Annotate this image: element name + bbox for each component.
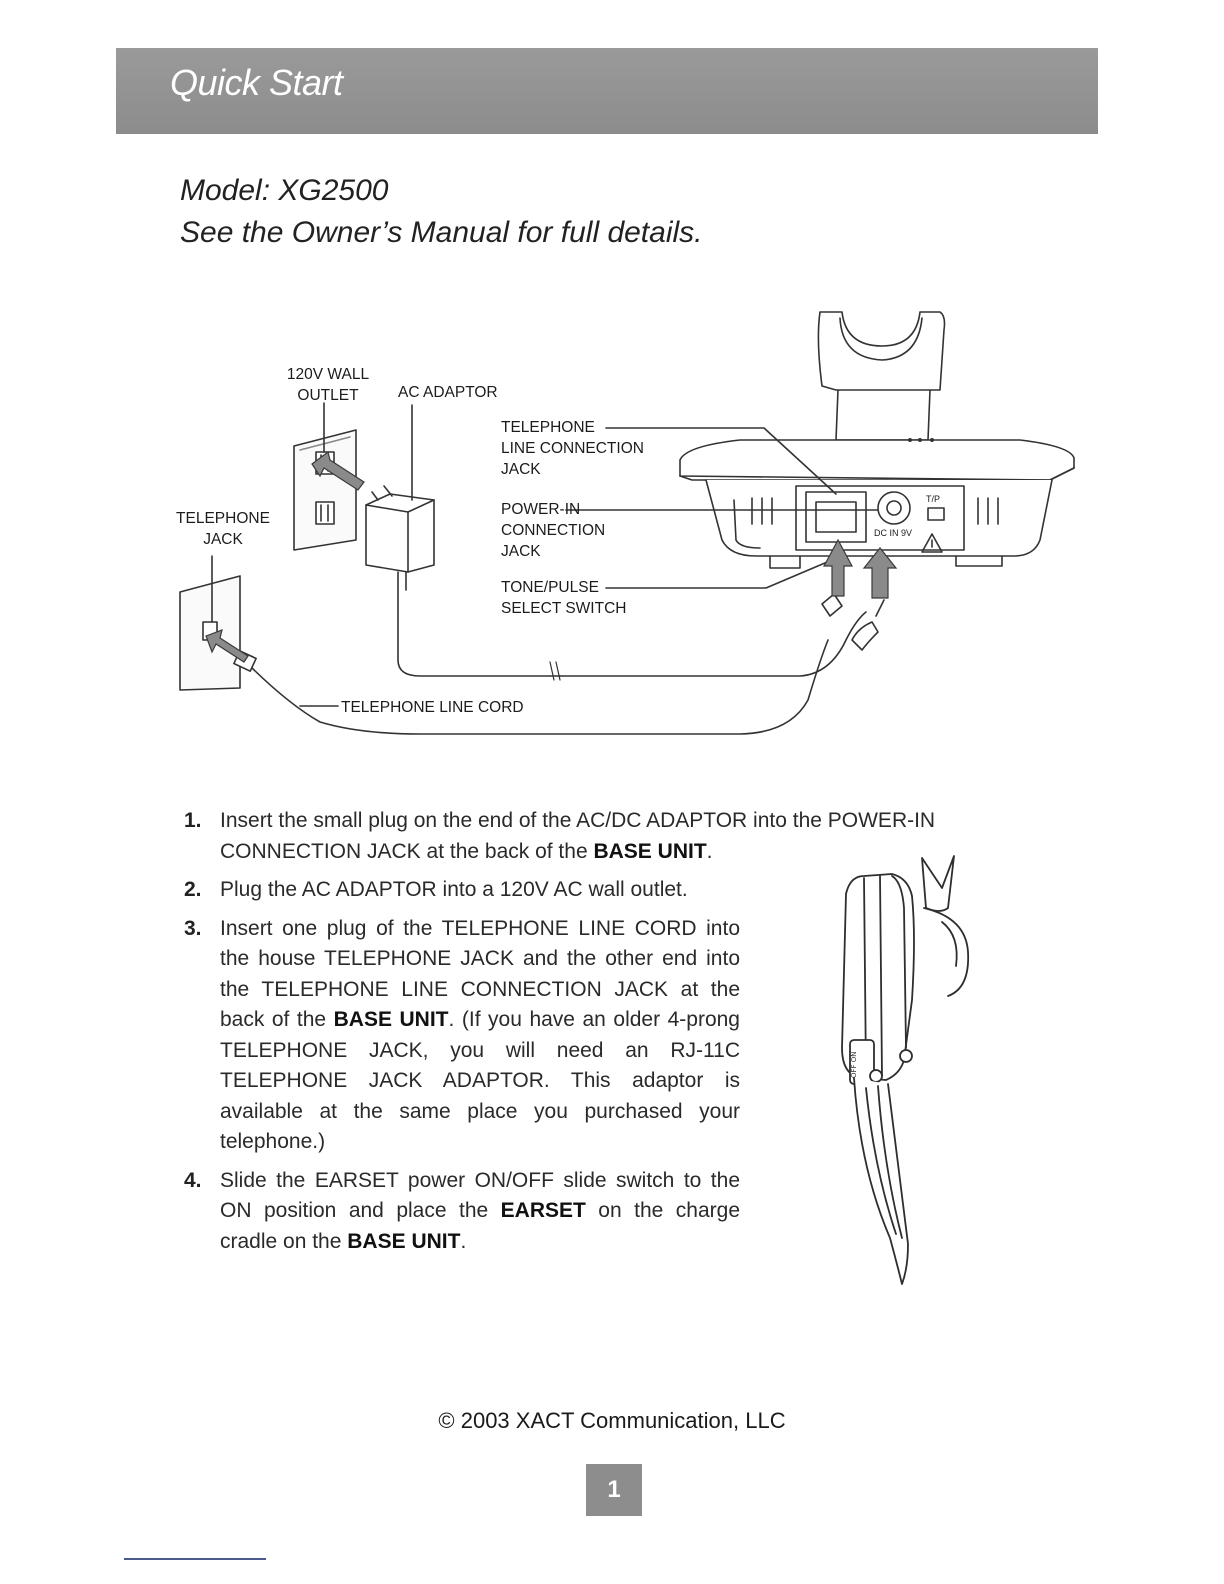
step-text: Plug the AC ADAPTOR into a 120V AC wall outlet. [220,878,688,901]
label-dc-marking: DC IN 9V [874,528,913,538]
label-tone-pulse-switch: TONE/PULSE SELECT SWITCH [501,579,627,617]
step-text: . [460,1229,467,1253]
step-3 [184,914,740,1158]
label-line-cord: TELEPHONE LINE CORD [341,699,524,716]
step-4 [184,1166,740,1258]
label-wall-outlet: 120V WALL OUTLET [286,366,370,404]
step-text: Insert the small plug on the end of the AC/DC ADAPTOR into the POWER-IN CONNECTION JACK at the back of the [220,809,936,863]
label-line-connection-jack: TELEPHONE LINE CONNECTION JACK [501,419,644,478]
page-number: 1 [586,1464,642,1516]
label-tp-marking: T/P [926,494,941,504]
telephone-jack-illustration [180,556,256,690]
instruction-steps [184,806,1064,1265]
label-telephone-jack: TELEPHONE JACK [176,510,270,548]
label-power-in-jack: POWER-IN CONNECTION JACK [501,501,606,560]
earset-switch-marking: OFF ON [850,1051,858,1078]
step-emphasis: BASE UNIT [333,1008,449,1031]
footer-rule [124,1558,266,1560]
model-heading: Model: XG2500 [180,174,389,207]
step-emphasis: EARSET [500,1199,586,1222]
page-title: Quick Start [170,62,343,103]
copyright: © 2003 XACT Communication, LLC [438,1408,786,1433]
step-text: Insert one plug of the TELEPHONE LINE CORD into the house TELEPHONE JACK and the other end into the TELEPHONE LINE CONNECTION JACK at the back of the [220,916,740,1031]
step-number: 2. [184,878,202,901]
step-emphasis: BASE UNIT [347,1229,461,1253]
label-ac-adaptor: AC ADAPTOR [398,384,498,401]
step-number: 1. [184,809,202,832]
step-number: 4. [184,1168,202,1192]
step-number: 3. [184,916,202,940]
step-2 [184,875,740,906]
step-text: on the charge cradle on the [220,1199,741,1253]
manual-note: See the Owner’s Manual for full details. [180,216,703,249]
step-text: . (If you have an older 4-prong TELEPHONE JACK, you will need an RJ-11C TELEPHONE JACK ADAPTOR. This adaptor is available at the same place you purchased your telephone.) [220,1008,740,1153]
step-emphasis: BASE UNIT [593,839,707,863]
step-text: . [706,839,713,863]
step-1 [184,806,1064,867]
step-text: Slide the EARSET power ON/OFF slide switch to the ON position and place the [220,1168,740,1222]
